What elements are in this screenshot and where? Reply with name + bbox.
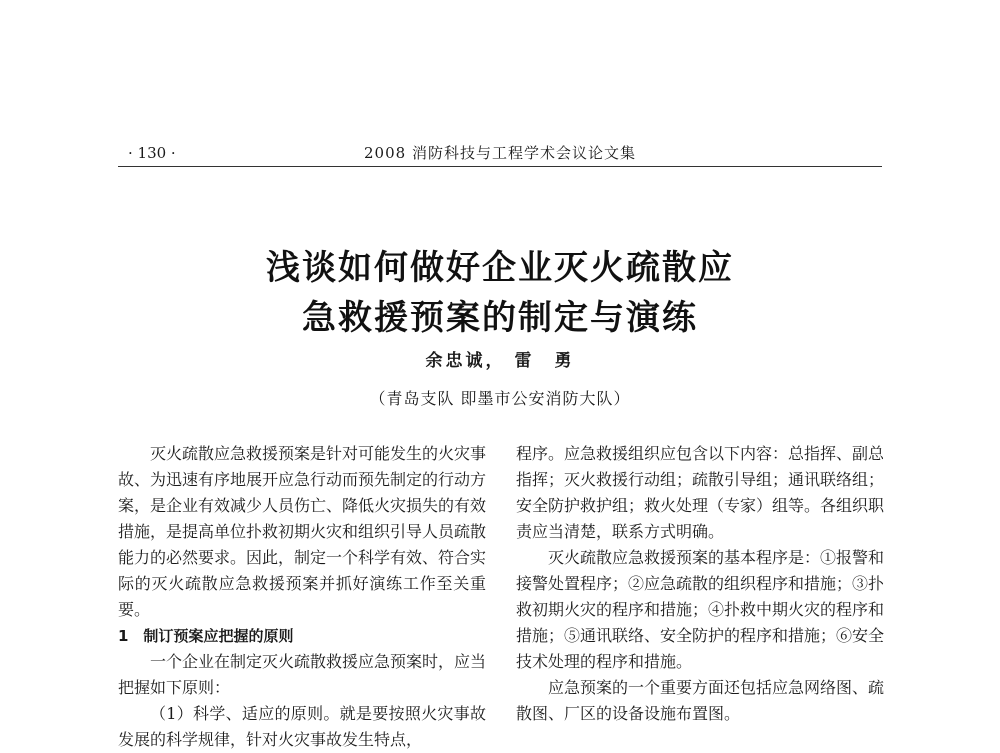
- affiliation: （青岛支队 即墨市公安消防大队）: [369, 389, 631, 408]
- article-title-line-1: 浅谈如何做好企业灭火疏散应: [266, 248, 734, 288]
- left-column: [118, 441, 486, 753]
- body-paragraph: 灭火疏散应急救援预案是针对可能发生的火灾事故、为迅速有序地展开应急行动而预先制定的行动方案，是企业有效减少人员伤亡、降低火灾损失的有效措施，是提高单位扑救初期火灾和组织引导人员疏散能力的必然要求。因此，制定一个科学有效、符合实际的灭火疏散应急救援预案并抓好演练工作至关重要。: [118, 444, 487, 619]
- right-column: [516, 441, 884, 727]
- body-paragraph: （1）科学、适应的原则。就是要按照火灾事故发展的科学规律，针对火灾事故发生特点，: [118, 704, 486, 749]
- header-divider: [118, 166, 882, 167]
- body-paragraph: 应急预案的一个重要方面还包括应急网络图、疏散图、厂区的设备设施布置图。: [516, 678, 885, 723]
- running-header: [118, 140, 882, 166]
- authors: 余忠诚， 雷 勇: [425, 351, 575, 371]
- journal-title: 2008 消防科技与工程学术会议论文集: [364, 144, 636, 162]
- body-paragraph: 程序。应急救援组织应包含以下内容：总指挥、副总指挥；灭火救援行动组；疏散引导组；通讯联络组；安全防护救护组；救火处理（专家）组等。各组织职责应当清楚，联系方式明确。: [516, 444, 885, 541]
- body-paragraph: 一个企业在制定灭火疏散救援应急预案时，应当把握如下原则：: [118, 652, 487, 697]
- article-title-line-2: 急救援预案的制定与演练: [302, 298, 698, 338]
- page-number: · 130 ·: [128, 144, 176, 162]
- body-paragraph: 灭火疏散应急救援预案的基本程序是：①报警和接警处置程序；②应急疏散的组织程序和措施；③扑救初期火灾的程序和措施；④扑救中期火灾的程序和措施；⑤通讯联络、安全防护的程序和措施；⑥安全技术处理的程序和措施。: [516, 548, 885, 671]
- section-heading: 1 制订预案应把握的原则: [118, 627, 294, 645]
